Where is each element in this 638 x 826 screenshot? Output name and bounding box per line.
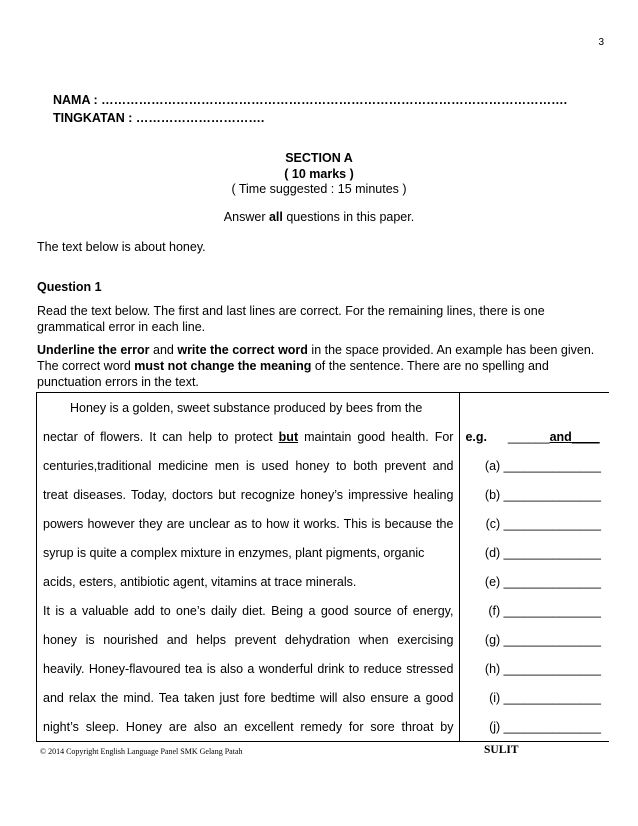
table-row xyxy=(37,480,610,509)
instr-end: of the sentence. There are no spelling and punctuation errors in the text. xyxy=(37,359,549,389)
answer-cell-empty xyxy=(460,393,609,423)
passage-line: It is a valuable add to one’s daily diet. Being a good source of energy, xyxy=(37,596,460,625)
answer-blank-f[interactable]: (f) ______________ xyxy=(488,603,601,618)
answer-instruction xyxy=(0,210,638,224)
name-line: NAMA : …………………………………………………………………………………………………. xyxy=(53,93,568,107)
example-blank-pre: ______ xyxy=(507,429,550,444)
section-title: SECTION A xyxy=(285,151,353,165)
passage-line: treat diseases. Today, doctors but recognize honey’s impressive healing xyxy=(37,480,460,509)
table-row xyxy=(37,625,610,654)
table-row xyxy=(37,654,610,683)
answer-blank-j[interactable]: (j) ______________ xyxy=(460,712,609,742)
table-row xyxy=(37,509,610,538)
table-row xyxy=(37,712,610,742)
intro-text: The text below is about honey. xyxy=(37,240,206,254)
answer-blank-a[interactable]: (a) ______________ xyxy=(484,458,601,473)
error-identification-table xyxy=(36,392,609,742)
answer-blank-d[interactable]: (d) ______________ xyxy=(484,545,601,560)
table-row xyxy=(37,596,610,625)
section-marks: ( 10 marks ) xyxy=(284,167,354,181)
passage-line: centuries,traditional medicine men is used honey to both prevent and xyxy=(37,451,460,480)
question-title: Question 1 xyxy=(37,280,102,294)
instruction-1: Read the text below. The first and last lines are correct. For the remaining lines, there is one grammatical error in each line. xyxy=(37,304,545,334)
table-row xyxy=(37,683,610,712)
instruction-2 xyxy=(37,342,607,390)
passage-line: night’s sleep. Honey are also an excellent remedy for sore throat by xyxy=(37,712,460,742)
example-answer xyxy=(460,422,609,451)
line1-pre: nectar of flowers. It can help to protect xyxy=(43,429,279,444)
passage-line-1 xyxy=(37,422,460,451)
passage-line: honey is nourished and helps prevent dehydration when exercising xyxy=(37,625,460,654)
page-number: 3 xyxy=(598,37,604,48)
table-row xyxy=(37,422,610,451)
example-correct-word: and xyxy=(549,429,572,444)
table-row xyxy=(37,567,610,596)
line1-post: maintain good health. For xyxy=(298,429,454,444)
answer-blank-c[interactable]: (c) ______________ xyxy=(485,516,601,531)
answer-blank-g[interactable]: (g) ______________ xyxy=(484,632,601,647)
passage-line: acids, esters, antibiotic agent, vitamins at trace minerals. xyxy=(37,567,460,596)
instr-must-not: must not change the meaning xyxy=(134,359,312,373)
passage-line-0: Honey is a golden, sweet substance produced by bees from the xyxy=(37,393,460,423)
example-blank-post: ____ xyxy=(571,429,600,444)
instr-write-correct: write the correct word xyxy=(177,343,308,357)
passage-line: powers however they are unclear as to how it works. This is because the xyxy=(37,509,460,538)
answer-blank-b[interactable]: (b) ______________ xyxy=(484,487,601,502)
answer-blank-i[interactable]: (i) ______________ xyxy=(489,690,601,705)
passage-line: heavily. Honey-flavoured tea is also a wonderful drink to reduce stressed xyxy=(37,654,460,683)
table-row xyxy=(37,393,610,423)
answer-blank-e[interactable]: (e) ______________ xyxy=(484,574,601,589)
instr-and: and xyxy=(149,343,178,357)
answer-bold: all xyxy=(268,210,283,224)
answer-pre: Answer xyxy=(223,210,269,224)
sulit-label: SULIT xyxy=(484,744,519,756)
example-error-word: but xyxy=(278,429,299,444)
answer-post: questions in this paper. xyxy=(282,210,415,224)
passage-line: and relax the mind. Tea taken just fore bedtime will also ensure a good xyxy=(37,683,460,712)
table-row xyxy=(37,538,610,567)
example-label: e.g. xyxy=(465,429,488,444)
answer-blank-h[interactable]: (h) ______________ xyxy=(484,661,601,676)
passage-line: syrup is quite a complex mixture in enzymes, plant pigments, organic xyxy=(37,538,460,567)
section-time: ( Time suggested : 15 minutes ) xyxy=(231,182,407,196)
form-line: TINGKATAN : …………………………. xyxy=(53,111,265,125)
copyright-footer: © 2014 Copyright English Language Panel SMK Gelang Patah xyxy=(40,747,243,756)
instr-mid: in the space provided. An example has been given. The correct word xyxy=(37,343,595,373)
table-row xyxy=(37,451,610,480)
instr-underline-error: Underline the error xyxy=(37,343,150,357)
